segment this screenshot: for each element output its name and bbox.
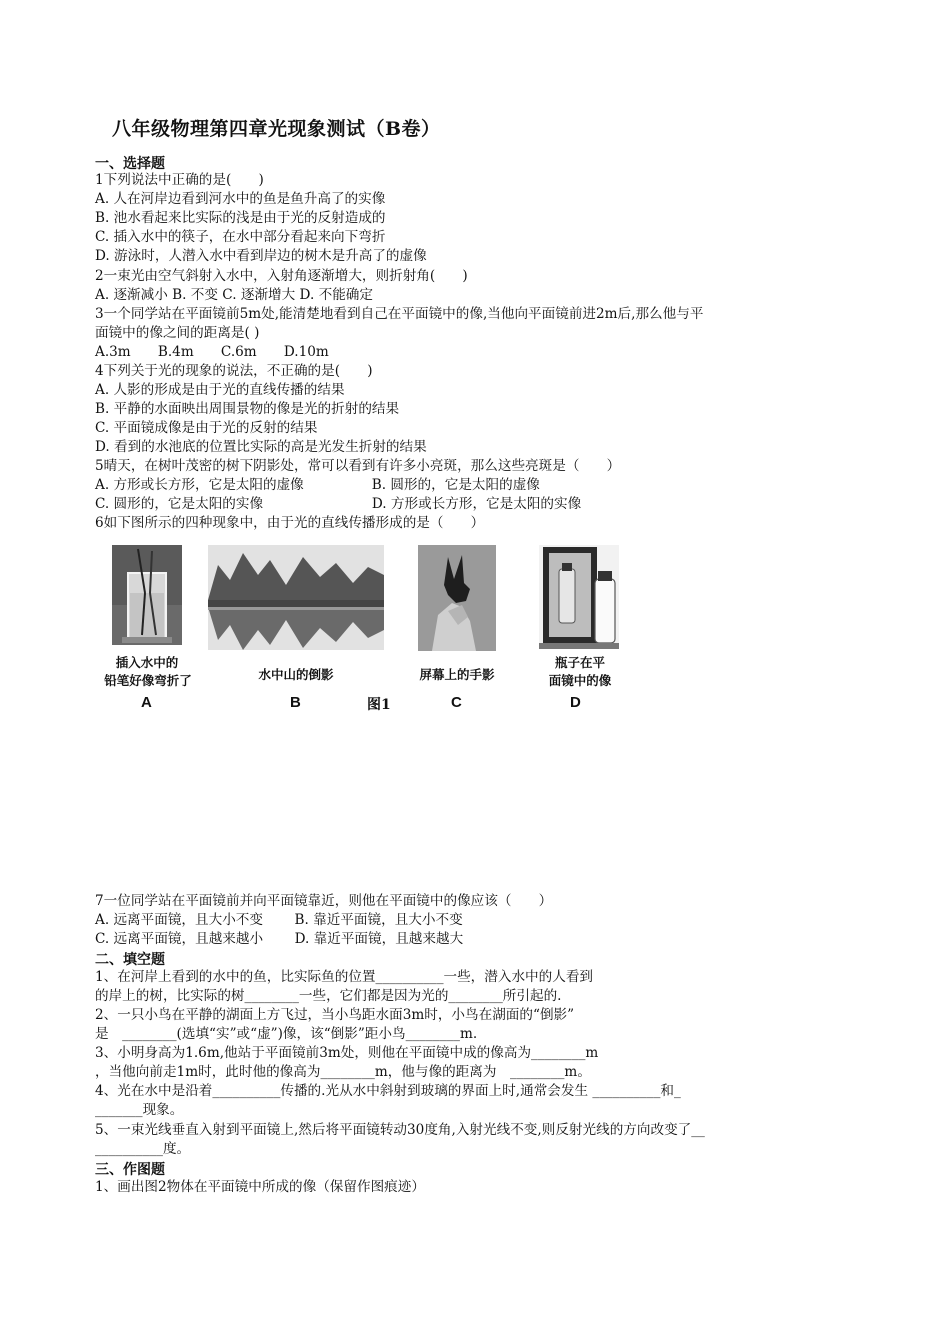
figure-label-c: C <box>451 694 462 711</box>
bottle-mirror-image <box>539 545 619 649</box>
question-5: 5晴天，在树叶茂密的树下阴影处，常可以看到有许多小亮斑，那么这些亮斑是（ ） <box>95 458 621 474</box>
fill-2-line2: 是 ________(选填“实”或“虚”)像，该“倒影”距小鸟________m. <box>95 1026 478 1042</box>
question-7: 7一位同学站在平面镜前并向平面镜靠近，则他在平面镜中的像应该（ ） <box>95 893 553 909</box>
caption-a-line2: 铅笔好像弯折了 <box>104 673 192 688</box>
caption-d-line1: 瓶子在平 <box>554 655 605 670</box>
question-3-line1: 3一个同学站在平面镜前5m处,能清楚地看到自己在平面镜中的像,当他向平面镜前进2m后,那么他与平 <box>95 306 704 322</box>
figure-label-b: B <box>290 694 301 711</box>
fill-3-line2: ，当他向前走1m时，此时他的像高为________m，他与像的距离为 ________m。 <box>95 1064 591 1080</box>
question-4: 4下列关于光的现象的说法，不正确的是( ) <box>95 363 373 379</box>
options-7cd: C. 远离平面镜，且越来越小 D. 靠近平面镜，且越来越大 <box>95 931 464 947</box>
fill-1-line1: 1、在河岸上看到的水中的鱼，比实际鱼的位置__________一些，潜入水中的人看到 <box>95 969 594 985</box>
mountain-reflection-image <box>208 545 384 650</box>
options-5cd: C. 圆形的，它是太阳的实像 D. 方形或长方形，它是太阳的实像 <box>95 496 582 512</box>
caption-b: 水中山的倒影 <box>258 667 334 682</box>
figure-label-d: D <box>570 694 581 711</box>
section-heading-drawing: 三、作图题 <box>95 1162 165 1178</box>
fill-2-line1: 2、一只小鸟在平静的湖面上方飞过，当小鸟距水面3m时，小鸟在湖面的“倒影” <box>95 1007 575 1023</box>
option-4d: D. 看到的水池底的位置比实际的高是光发生折射的结果 <box>95 439 427 455</box>
options-7ab: A. 远离平面镜，且大小不变 B. 靠近平面镜，且大小不变 <box>95 912 463 928</box>
options-5ab: A. 方形或长方形，它是太阳的虚像 B. 圆形的，它是太阳的虚像 <box>95 477 540 493</box>
caption-a-line1: 插入水中的 <box>115 655 179 670</box>
fill-5-line1: 5、一束光线垂直入射到平面镜上,然后将平面镜转动30度角,入射光线不变,则反射光线的方向改变了__ <box>95 1122 705 1138</box>
question-1: 1下列说法中正确的是( ) <box>95 172 264 188</box>
drawing-1: 1、画出图2物体在平面镜中所成的像（保留作图痕迹） <box>95 1179 425 1195</box>
page-title: 八年级物理第四章光现象测试（B卷） <box>112 118 441 140</box>
figure-number: 图1 <box>367 697 391 713</box>
fill-4-line2: _______现象。 <box>95 1102 184 1118</box>
question-2: 2一束光由空气斜射入水中，入射角逐渐增大，则折射角( ) <box>95 268 468 284</box>
section-heading-fill: 二、填空题 <box>95 952 165 968</box>
caption-c: 屏幕上的手影 <box>419 667 495 682</box>
figure-label-a: A <box>141 694 152 711</box>
option-1c: C. 插入水中的筷子，在水中部分看起来向下弯折 <box>95 229 386 245</box>
fill-3-line1: 3、小明身高为1.6m,他站于平面镜前3m处，则他在平面镜中成的像高为________m <box>95 1045 599 1061</box>
pencil-in-water-image <box>112 545 182 645</box>
question-6: 6如下图所示的四种现象中，由于光的直线传播形成的是（ ） <box>95 515 485 531</box>
options-3: A.3m B.4m C.6m D.10m <box>95 344 329 360</box>
section-heading-choice: 一、选择题 <box>95 156 165 172</box>
hand-shadow-image <box>418 545 496 651</box>
options-2: A. 逐渐减小 B. 不变 C. 逐渐增大 D. 不能确定 <box>95 287 373 303</box>
option-4c: C. 平面镜成像是由于光的反射的结果 <box>95 420 318 436</box>
question-3-line2: 面镜中的像之间的距离是( ) <box>95 325 260 341</box>
option-1a: A. 人在河岸边看到河水中的鱼是鱼升高了的实像 <box>95 191 386 207</box>
option-4b: B. 平静的水面映出周围景物的像是光的折射的结果 <box>95 401 400 417</box>
option-1d: D. 游泳时，人潜入水中看到岸边的树木是升高了的虚像 <box>95 248 427 264</box>
caption-d-line2: 面镜中的像 <box>548 673 612 688</box>
fill-4-line1: 4、光在水中是沿着__________传播的.光从水中斜射到玻璃的界面上时,通常会发生 __________和_ <box>95 1083 681 1099</box>
fill-1-line2: 的岸上的树，比实际的树________一些，它们都是因为光的________所引起的. <box>95 988 562 1004</box>
fill-5-line2: __________度。 <box>95 1141 191 1157</box>
option-1b: B. 池水看起来比实际的浅是由于光的反射造成的 <box>95 210 386 226</box>
option-4a: A. 人影的形成是由于光的直线传播的结果 <box>95 382 345 398</box>
